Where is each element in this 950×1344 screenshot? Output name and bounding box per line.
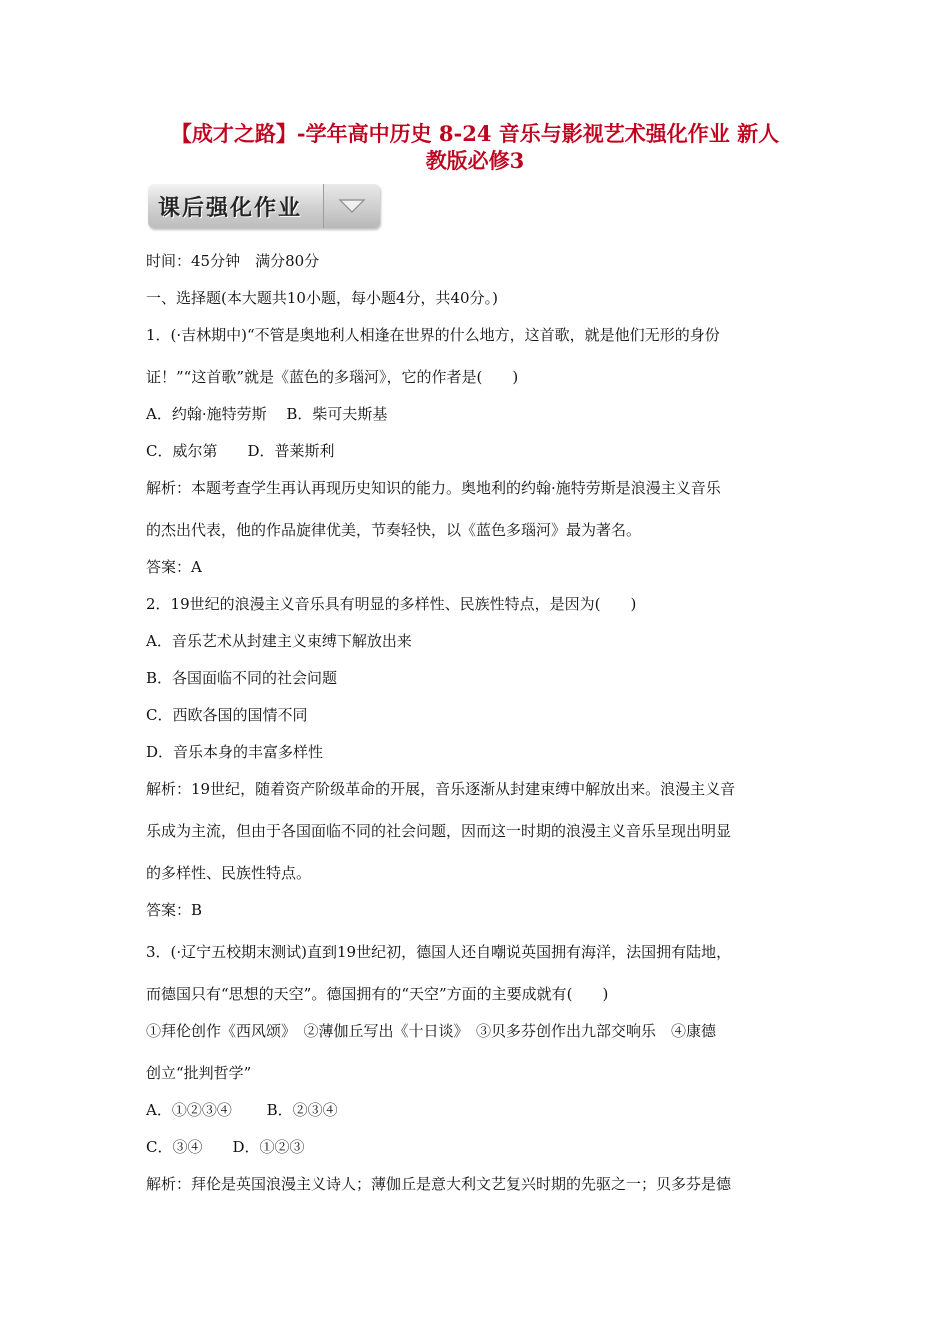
question-3-stem: 3．(·辽宁五校期末测试)直到19世纪初，德国人还自嘲说英国拥有海洋，法国拥有陆地， xyxy=(146,943,732,961)
question-2-option-b: B．各国面临不同的社会问题 xyxy=(146,669,338,687)
title-line-2: 教版必修3 xyxy=(425,148,525,173)
question-1-stem: 1．(·吉林期中)“不管是奥地利人相逢在世界的什么地方，这首歌，就是他们无形的身份 xyxy=(146,326,720,344)
question-3-statements: ①拜伦创作《西风颂》 ②薄伽丘写出《十日谈》 ③贝多芬创作出九部交响乐 ④康德 xyxy=(146,1022,717,1040)
question-2-analysis-cont: 乐成为主流，但由于各国面临不同的社会问题，因而这一时期的浪漫主义音乐呈现出明显 xyxy=(146,822,732,840)
section-banner xyxy=(148,184,380,228)
question-3-statements-cont: 创立“批判哲学” xyxy=(146,1064,252,1082)
document-title xyxy=(120,120,830,174)
meta-time-score: 时间：45分钟 满分80分 xyxy=(146,252,320,270)
chevron-down-icon xyxy=(338,196,366,216)
question-1-options-cd: C．威尔第 D．普莱斯利 xyxy=(146,442,335,460)
question-3-stem-cont: 而德国只有“思想的天空”。德国拥有的“天空”方面的主要成就有( ) xyxy=(146,985,609,1003)
title-line-1: 【成才之路】-学年高中历史 8-24 音乐与影视艺术强化作业 新人 xyxy=(170,121,780,146)
banner-chevron-tab xyxy=(323,184,380,228)
question-3-options-ab: A．①②③④ B．②③④ xyxy=(146,1101,338,1119)
question-2-option-a: A．音乐艺术从封建主义束缚下解放出来 xyxy=(146,632,412,650)
document-body xyxy=(146,248,826,1208)
question-2-option-d: D．音乐本身的丰富多样性 xyxy=(146,743,324,761)
question-1-analysis: 解析：本题考查学生再认再现历史知识的能力。奥地利的约翰·施特劳斯是浪漫主义音乐 xyxy=(146,479,721,497)
question-2-option-c: C．西欧各国的国情不同 xyxy=(146,706,308,724)
question-2-analysis-end: 的多样性、民族性特点。 xyxy=(146,864,312,882)
section-heading: 一、选择题(本大题共10小题，每小题4分，共40分。) xyxy=(146,289,498,307)
question-1-stem-cont: 证！”“这首歌”就是《蓝色的多瑙河》，它的作者是( ) xyxy=(146,368,519,386)
question-2-answer: 答案：B xyxy=(146,901,203,919)
question-3-analysis: 解析：拜伦是英国浪漫主义诗人；薄伽丘是意大利文艺复兴时期的先驱之一；贝多芬是德 xyxy=(146,1175,732,1193)
question-3-options-cd: C．③④ D．①②③ xyxy=(146,1138,305,1156)
question-1-analysis-cont: 的杰出代表，他的作品旋律优美，节奏轻快，以《蓝色多瑙河》最为著名。 xyxy=(146,521,642,539)
question-1-options-ab: A．约翰·施特劳斯 B．柴可夫斯基 xyxy=(146,405,388,423)
question-2-stem: 2．19世纪的浪漫主义音乐具有明显的多样性、民族性特点，是因为( ) xyxy=(146,595,637,613)
banner-label: 课后强化作业 xyxy=(158,196,303,221)
question-2-analysis: 解析：19世纪，随着资产阶级革命的开展，音乐逐渐从封建束缚中解放出来。浪漫主义音 xyxy=(146,780,736,798)
question-1-answer: 答案：A xyxy=(146,558,202,576)
